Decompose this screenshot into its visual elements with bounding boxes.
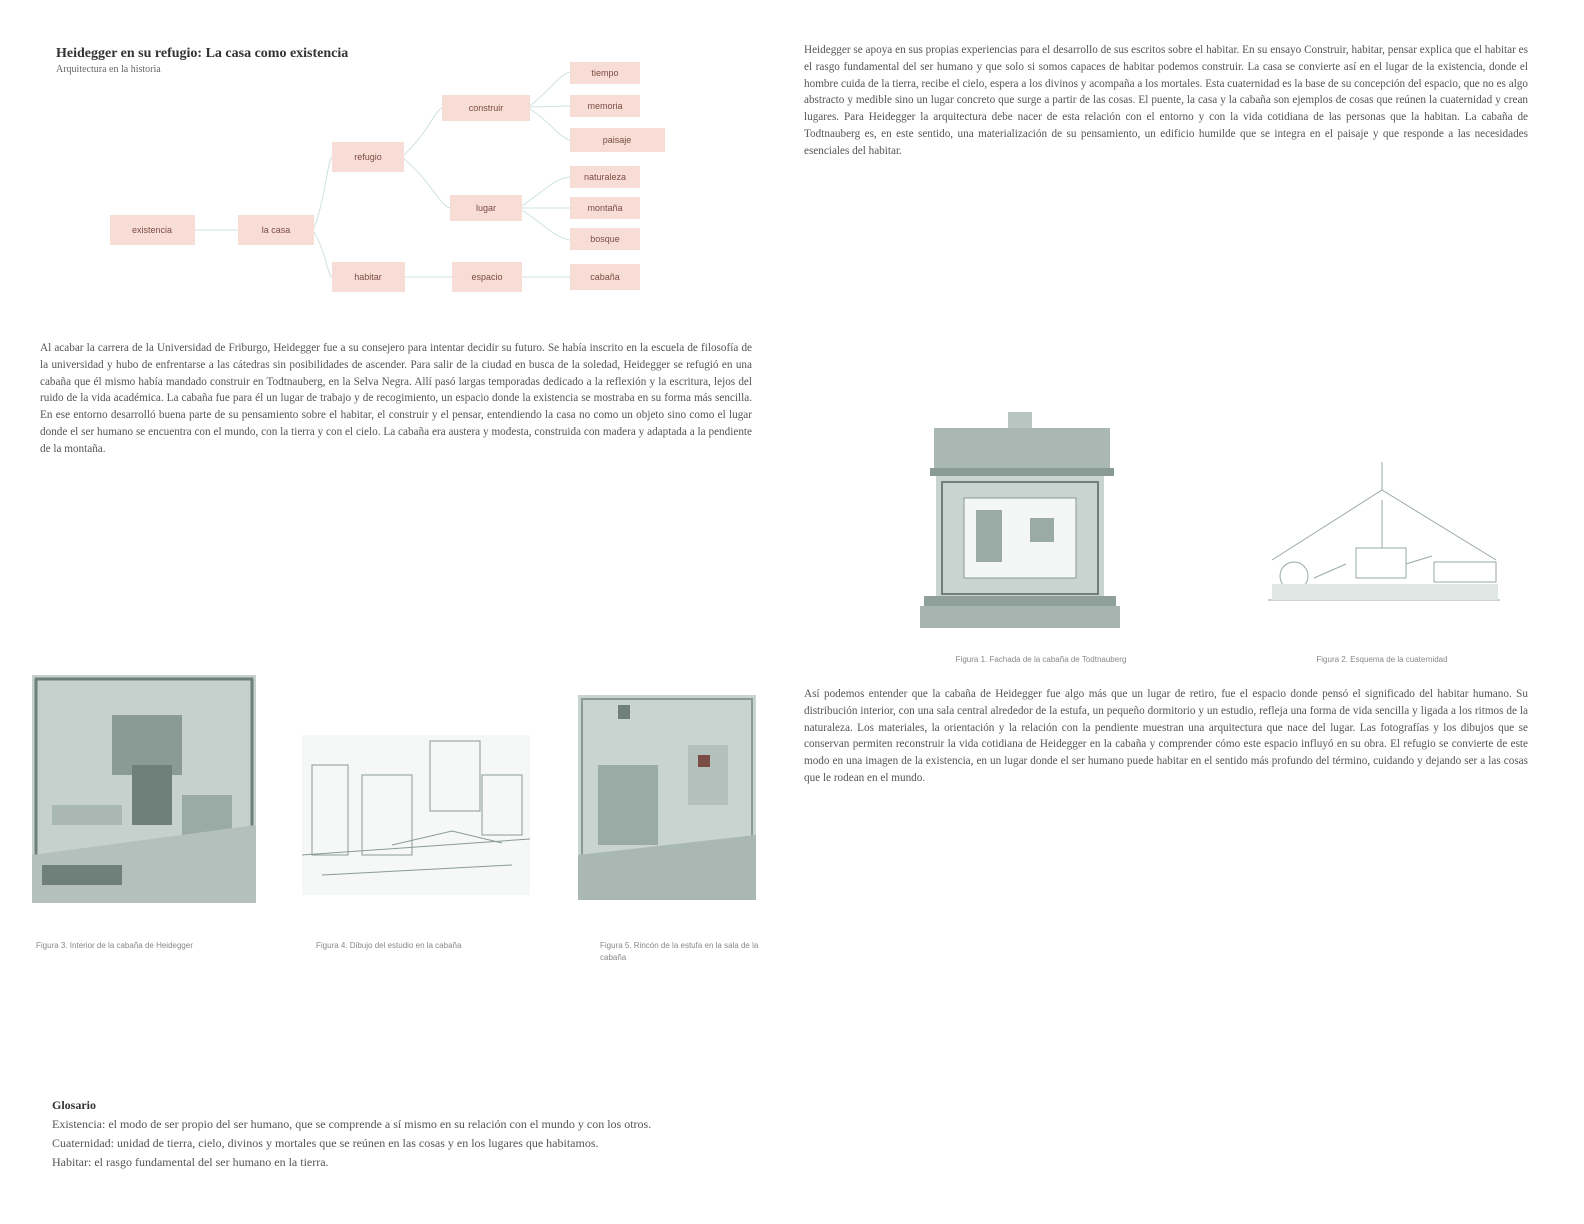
diagram-node-label: tiempo [591,68,619,78]
diagram-node-label: espacio [471,272,503,282]
diagram-node-label: bosque [590,234,620,244]
body-paragraph-left: Al acabar la carrera de la Universidad de Friburgo, Heidegger fue a su consejero para intentar decidir su futuro. Se había inscrito en la escuela de filosofía de la universidad y hubo de enfrentarse a las cátedras sin posibilidades de ascender. Para salir de la ciudad en busca de la soledad, Heidegger se refugió en una cabaña que él mismo había mandado construir en Todtnauberg, en la Selva Negra. Allí pasó largas temporadas dedicado a la reflexión y la escritura, lejos del ruido de la vida académica. La cabaña fue para él un lugar de trabajo y de recogimiento, un espacio donde la existencia se mostraba en su forma más sencilla. En ese entorno desarrolló buena parte de su pensamiento sobre el habitar, el construir y el pensar, entendiendo la casa no como un objeto sino como el lugar donde el ser humano se encuentra con el mundo, con la tierra y con el cielo. La cabaña era austera y modesta, construida con madera y adaptada a la pendiente de la montaña. [40,342,752,455]
figure-1-caption: Figura 1. Fachada de la cabaña de Todtnauberg [955,655,1127,664]
page-title: Heidegger en su refugio: La casa como existencia [56,46,349,61]
figure-quadrant-scheme [1264,460,1504,605]
diagram-node-label: memoria [587,101,623,111]
body-paragraph-right: Heidegger se apoya en sus propias experiencias para el desarrollo de sus escritos sobre el habitar. En su ensayo Construir, habitar, pensar explica que el habitar es el rasgo fundamental del ser humano y que solo si somos capaces de habitar podemos construir. La casa se convierte así en el lugar de la existencia, donde el hombre cuida de la tierra, recibe el cielo, espera a los divinos y acompaña a los mortales. Esta cuaternidad es la base de su concepción del espacio, que no es algo abstracto y medible sino un lugar concreto que surge a partir de las cosas. El puente, la casa y la cabaña son ejemplos de cosas que reúnen la cuaternidad y crean lugares. Para Heidegger la arquitectura debe nacer de esta relación con el entorno y con la vida cotidiana de las personas que la habitan. La cabaña de Todtnauberg es, en este sentido, una materialización de su pensamiento, un edificio humilde que se integra en el paisaje y que responde a las necesidades esenciales del habitar. [804,44,1528,157]
glossary-line: Existencia: el modo de ser propio del ser humano, que se comprende a sí mismo en su relación con el mundo y con los otros. [52,1117,652,1131]
diagram-node-label: lugar [475,203,497,213]
diagram-node-label: construir [468,103,504,113]
diagram-node-label: habitar [354,272,382,282]
figure-study-drawing [302,735,530,895]
figure-4-caption: Figura 4. Dibujo del estudio en la cabaña [316,941,462,950]
page-subtitle: Arquitectura en la historia [56,64,161,75]
figure-5-caption: Figura 5. Rincón de la estufa en la sala de la cabaña [600,941,759,962]
diagram-node-label: cabaña [590,272,620,282]
figure-cabin-facade [920,410,1120,628]
figure-interior-photo [32,675,256,903]
diagram-node-label: refugio [354,152,382,162]
body-paragraph-right-2: Así podemos entender que la cabaña de Heidegger fue algo más que un lugar de retiro, fue el espacio donde pensó el significado del habitar humano. Su distribución interior, con una sala central alrededor de la estufa, un pequeño dormitorio y un estudio, refleja una forma de vida sencilla y ligada a los ritmos de la naturaleza. Los materiales, la orientación y la relación con la pendiente muestran una arquitectura que nace del lugar. Las fotografías y los dibujos que se conservan permiten reconstruir la vida cotidiana de Heidegger en la cabaña y comprender cómo este espacio influyó en su obra. El refugio se convierte de este modo en una imagen de la existencia, en un lugar donde el ser humano puede habitar en el sentido más profundo del término, cuidando y dejando ser a las cosas que le rodean en el mundo. [804,688,1528,784]
figure-3-caption: Figura 3. Interior de la cabaña de Heidegger [36,941,193,950]
diagram-node-label: montaña [587,203,623,213]
diagram-node-label: naturaleza [583,172,627,182]
glossary-line: Cuaternidad: unidad de tierra, cielo, divinos y mortales que se reúnen en las cosas y en los lugares que habitamos. [52,1136,599,1150]
concept-diagram [100,60,680,310]
figure-2-caption: Figura 2. Esquema de la cuaternidad [1316,655,1448,664]
glossary [52,1096,1252,1172]
glossary-line: Habitar: el rasgo fundamental del ser humano en la tierra. [52,1155,329,1169]
diagram-node-label: existencia [131,225,173,235]
figure-stove-photo [578,695,756,900]
glossary-heading: Glosario [52,1098,96,1112]
diagram-node-label: la casa [261,225,291,235]
diagram-node-label: paisaje [602,135,632,145]
